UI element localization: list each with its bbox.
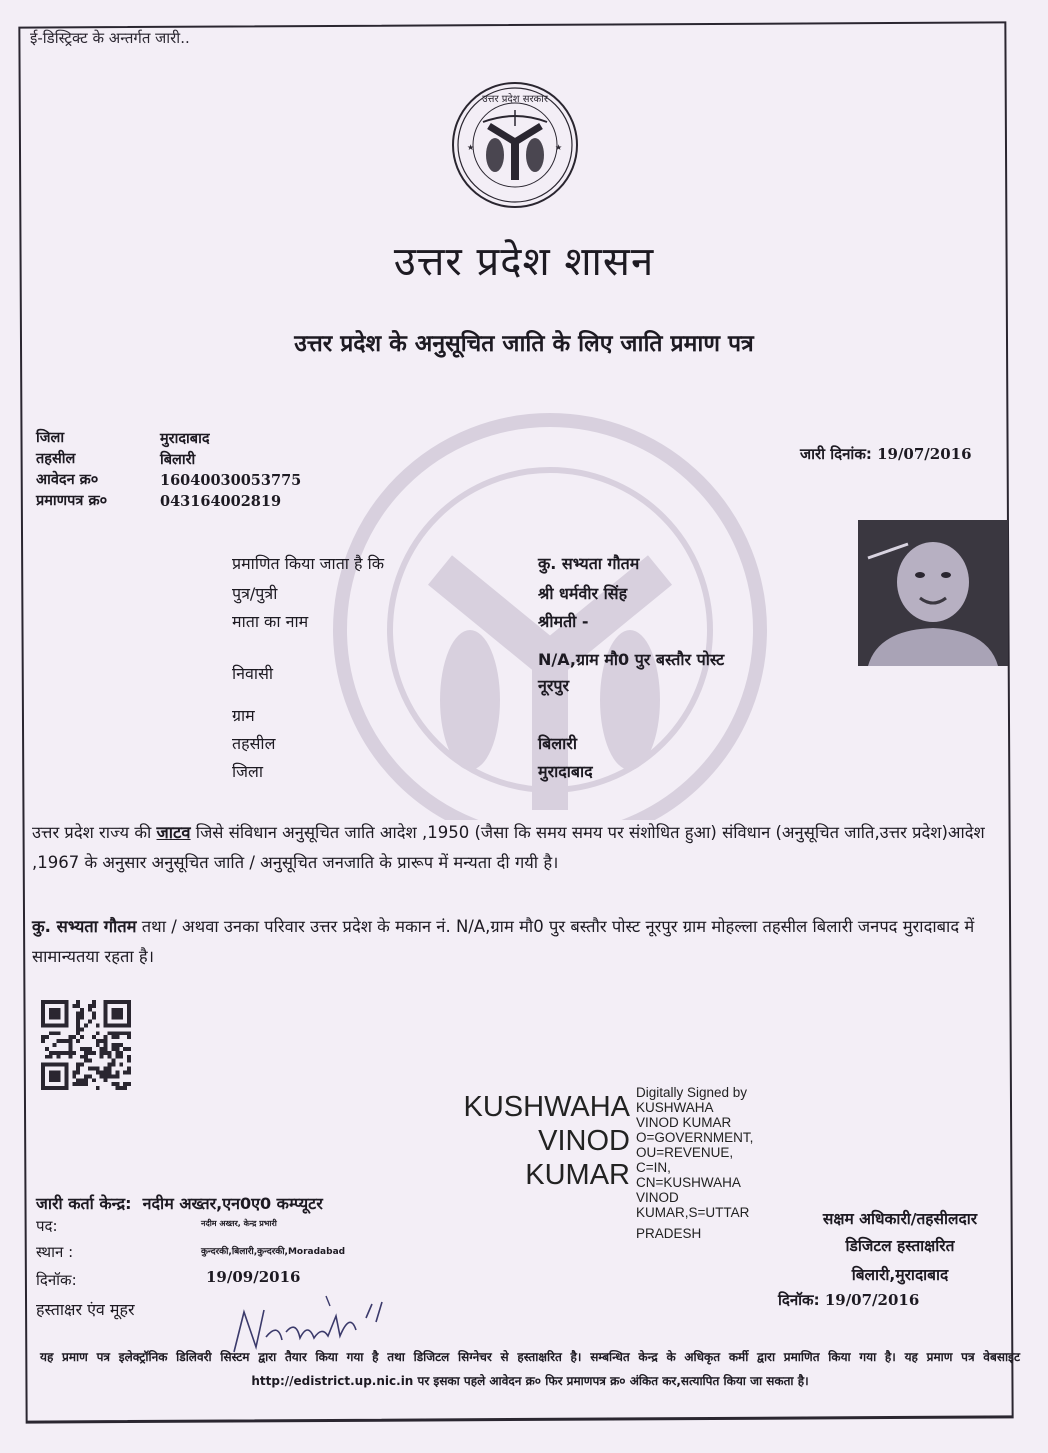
issue-date [800, 444, 972, 464]
issued-under-note: ई-डिस्ट्रिक्ट के अन्तर्गत जारी.. [30, 29, 190, 47]
meta-row-certificate-no: प्रमाणपत्र क्र० 043164002819 [36, 493, 282, 510]
svg-text:★: ★ [555, 143, 563, 152]
caste-paragraph: उत्तर प्रदेश राज्य की जाटव जिसे संविधान अनुसूचित जाति आदेश ,1950 (जैसा कि समय समय पर संशोधित हुआ) संविधान (अनुसूचित जाति,उत्तर प्रदेश)आदेश ,1967 के अनुसार अनुसूचित जाति / अनुसूचित जनजाति के प्रारूप में मन्यता दी गयी है। [32, 823, 985, 872]
officer-date: दिनॉक: 19/07/2016 [778, 1291, 920, 1309]
meta-row-application-no: आवेदन क्र० 16040030053775 [36, 472, 302, 489]
up-government-emblem-icon [445, 80, 585, 210]
digital-signer-name: KUSHWAHA VINOD KUMAR [463, 1091, 630, 1191]
verification-footer: यह प्रमाण पत्र इलेक्ट्रॉनिक डिलिवरी सिस्टम द्वारा तैयार किया गया है तथा डिजिटल सिग्नेचर से हस्ताक्षरित है। सम्बन्धित केन्द्र के अधिकृत कर्मी द्वारा प्रमाणित किया गया है। यह प्रमाण पत्र वेबसाइट http://edistrict.up.nic.in पर इसका पहले आवेदन क्र० फिर प्रमाणपत्र क्र० अंकित कर,सत्यापित किया जा सकता है। [40, 1350, 1020, 1388]
residence-paragraph: कु. सभ्यता गौतम तथा / अथवा उनका परिवार उत्तर प्रदेश के मकान नं. N/A,ग्राम मौ0 पुर बस्तौर पोस्ट नूरपुर ग्राम मोहल्ला तहसील बिलारी जनपद मुरादाबाद में सामान्यतया रहता है। [32, 917, 975, 966]
meta-row-tehsil: तहसील बिलारी [36, 451, 196, 468]
meta-row-district: जिला मुरादाबाद [36, 430, 210, 447]
applicant-photo-icon [858, 520, 1008, 666]
certificate-title: उत्तर प्रदेश के अनुसूचित जाति के लिए जाति प्रमाण पत्र [294, 331, 754, 357]
sign-and-seal-label: हस्ताक्षर एंव मूहर [36, 1300, 135, 1319]
competent-officer-block: सक्षम अधिकारी/तहसीलदार डिजिटल हस्ताक्षरित बिलारी,मुरादाबाद [822, 1210, 978, 1284]
certificate-meta [36, 428, 301, 512]
issuer-place-label: स्थान : [36, 1243, 74, 1261]
svg-text:उत्तर प्रदेश सरकार: उत्तर प्रदेश सरकार [482, 94, 548, 105]
applicant-name: कु. सभ्यता गौतम [32, 917, 137, 936]
government-title: उत्तर प्रदेश शासन [393, 239, 655, 285]
issuer-date-label: दिनॉक: [36, 1271, 77, 1289]
issuer-post-value: नदीम अख्तर, केन्द्र प्रभारी [201, 1219, 277, 1228]
qr-code-icon[interactable] [40, 1000, 132, 1090]
issue-date-value: 19/07/2016 [877, 445, 972, 463]
issuing-center: जारी कर्ता केन्द्र: नदीम अख्तर,एन0ए0 कम्प्यूटर [36, 1194, 323, 1213]
svg-text:★: ★ [467, 143, 475, 152]
caste-name: जाटव [156, 823, 191, 842]
issue-date-label: जारी दिनांक: [800, 445, 872, 463]
digital-signature-details: Digitally Signed by KUSHWAHA VINOD KUMAR O=GOVERNMENT, OU=REVENUE, C=IN, CN=KUSHWAHA VINOD KUMAR,S=UTTAR PRADESH [636, 1085, 754, 1241]
issuer-date-value: 19/09/2016 [206, 1268, 301, 1286]
issuer-post-label: पद: [36, 1217, 58, 1235]
issuer-place-value: कुन्दरकी,बिलारी,कुन्दरकी,Moradabad [201, 1247, 346, 1257]
applicant-photo [858, 520, 1008, 666]
